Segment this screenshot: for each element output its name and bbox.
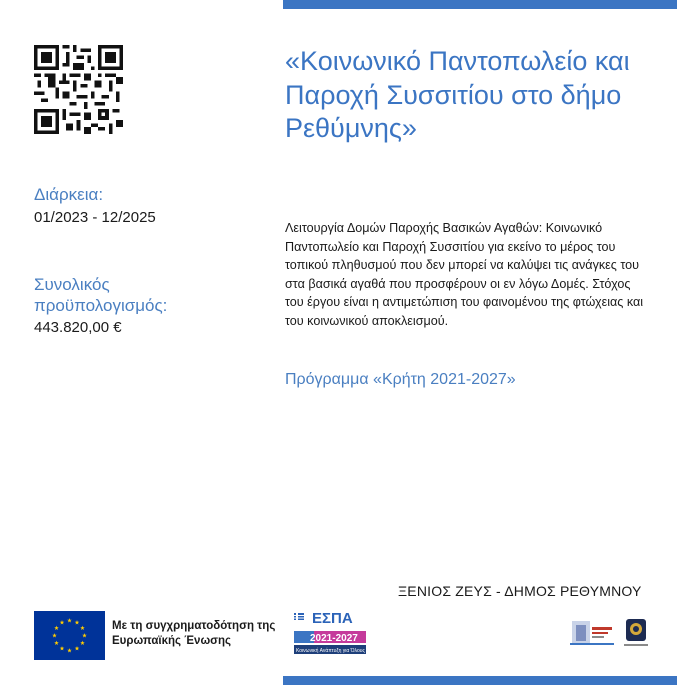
espa-name: ΕΣΠΑ bbox=[312, 610, 353, 627]
espa-logo-icon bbox=[292, 609, 366, 659]
espa-tagline: Κοινωνική Ανάπτυξη για Όλους bbox=[296, 648, 365, 654]
budget-label: Συνολικός προϋπολογισμός: bbox=[34, 275, 168, 315]
duration-value: 01/2023 - 12/2025 bbox=[34, 209, 156, 226]
dimos-rethymnou-logo-icon bbox=[620, 617, 652, 649]
project-description: Λειτουργία Δομών Παροχής Βασικών Αγαθών: Κοινωνικό Παντοπωλείο και Παροχή Συσσιτίου για εκείνο το μέρος του τοπικού πληθυσμού που δεν μπορεί να καλύψει τις ανάγκες του στα βασικά αγαθά που προσφέρουν οι εν λόγω Δομές. Στόχος του έργου είναι η αντιμετώπιση του φαινομένου της φτώχειας και του κοινωνικού αποκλεισμού. bbox=[285, 221, 644, 328]
footer-title: ΞΕΝΙΟΣ ΖΕΥΣ - ΔΗΜΟΣ ΡΕΘΥΜΝΟΥ bbox=[398, 583, 642, 599]
bottom-accent-bar bbox=[283, 676, 677, 685]
top-accent-bar bbox=[283, 0, 677, 9]
eu-cofunding-text-content: Με τη συγχρηματοδότηση της Ευρωπαϊκής Ένωσης bbox=[112, 620, 276, 647]
qr-code-icon[interactable] bbox=[34, 45, 123, 134]
project-title: «Κοινωνικό Παντοπωλείο και Παροχή Συσσιτίου στο δήμο Ρεθύμνης» bbox=[285, 46, 630, 143]
eu-flag-icon bbox=[34, 611, 105, 660]
xenios-zeus-logo-icon bbox=[568, 617, 616, 649]
budget-value: 443.820,00 € bbox=[34, 319, 122, 336]
espa-years: 2021-2027 bbox=[310, 633, 358, 644]
program-name: Πρόγραμμα «Κρήτη 2021-2027» bbox=[285, 371, 516, 388]
duration-label: Διάρκεια: bbox=[34, 185, 104, 204]
eu-cofunding-text bbox=[112, 619, 282, 649]
